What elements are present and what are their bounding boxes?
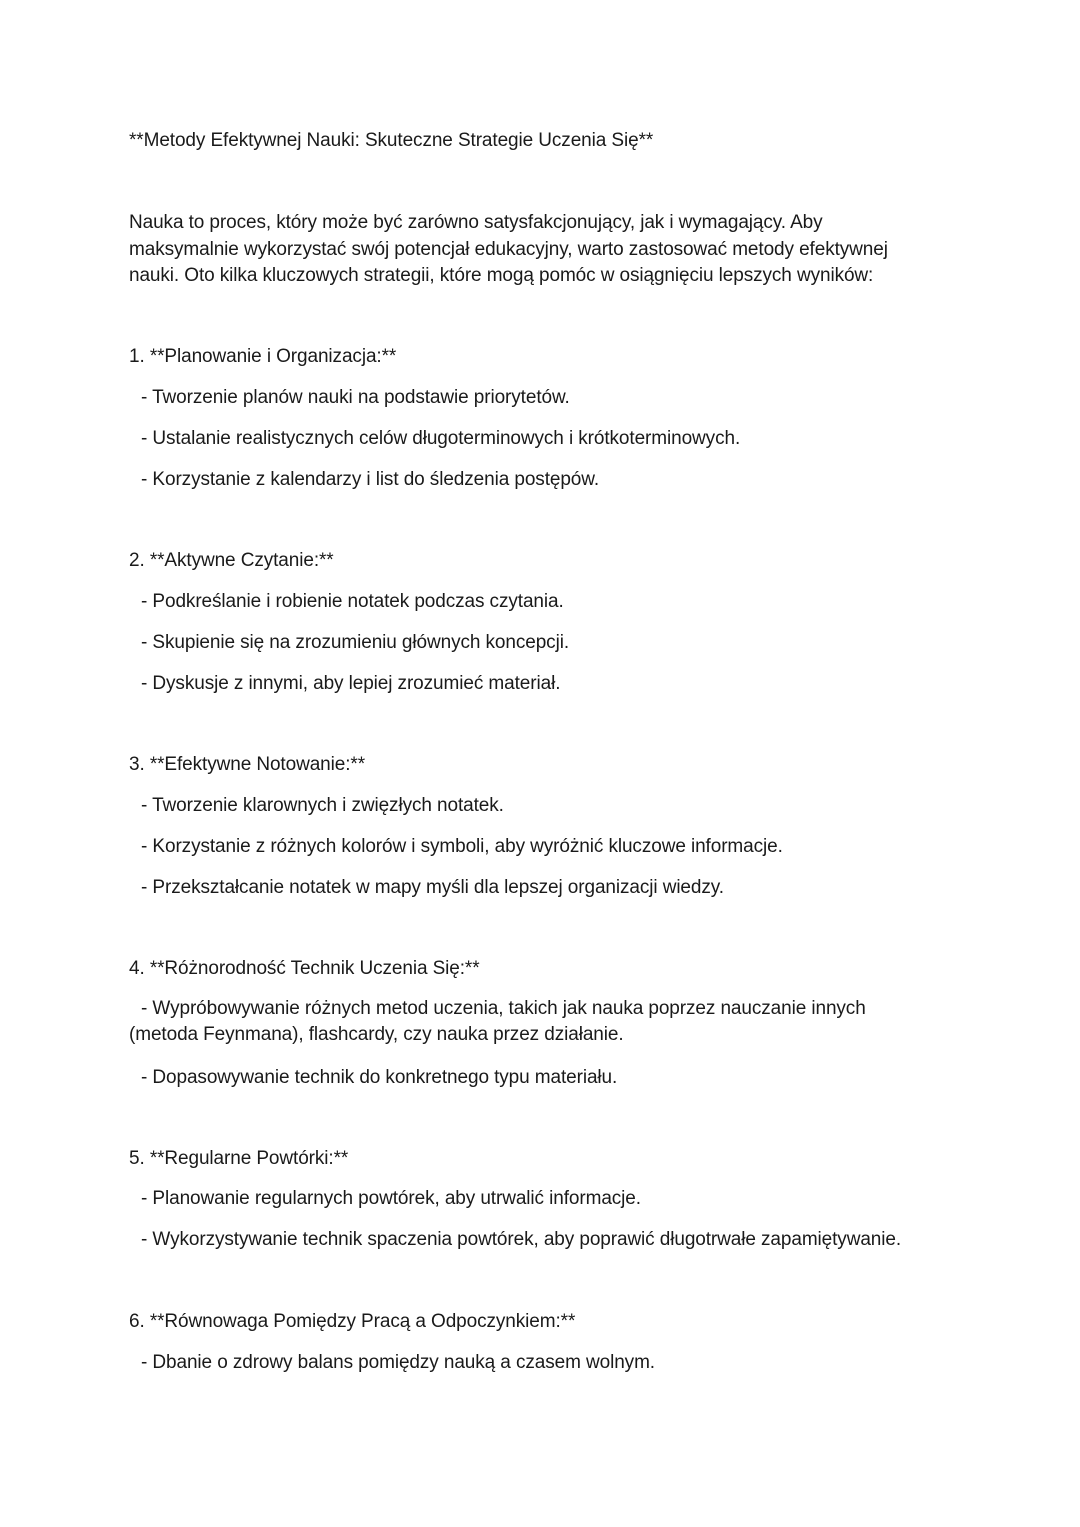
section-heading-6: 6. **Równowaga Pomiędzy Pracą a Odpoczynkiem:** xyxy=(129,1311,576,1332)
bullet-text: - Skupienie się na zrozumieniu głównych koncepcji. xyxy=(141,632,570,653)
bullet-item xyxy=(129,876,724,900)
bullet-item xyxy=(129,590,564,614)
bullet-item xyxy=(129,835,783,859)
bullet-text: - Wypróbowywanie różnych metod uczenia, takich jak nauka poprzez nauczanie innych (metoda Feynmana), flashcardy, czy nauka przez działanie. xyxy=(129,998,866,1045)
bullet-item xyxy=(129,468,599,492)
bullet-text: - Korzystanie z kalendarzy i list do śledzenia postępów. xyxy=(141,469,600,490)
bullet-item xyxy=(129,1351,655,1375)
bullet-text: - Dyskusje z innymi, aby lepiej zrozumieć materiał. xyxy=(141,673,561,694)
bullet-item xyxy=(129,794,504,818)
bullet-text: - Przekształcanie notatek w mapy myśli dla lepszej organizacji wiedzy. xyxy=(141,877,724,898)
bullet-item xyxy=(129,631,569,655)
bullet-item xyxy=(129,427,740,451)
section-heading-3: 3. **Efektywne Notowanie:** xyxy=(129,754,365,775)
section-heading-4: 4. **Różnorodność Technik Uczenia Się:** xyxy=(129,958,480,979)
bullet-text: - Tworzenie planów nauki na podstawie priorytetów. xyxy=(141,387,570,408)
section-heading-1: 1. **Planowanie i Organizacja:** xyxy=(129,346,397,367)
document-title: **Metody Efektywnej Nauki: Skuteczne Strategie Uczenia Się** xyxy=(129,130,654,151)
bullet-text: - Dopasowywanie technik do konkretnego typu materiału. xyxy=(141,1067,618,1088)
section-heading-2: 2. **Aktywne Czytanie:** xyxy=(129,550,334,571)
bullet-text: - Planowanie regularnych powtórek, aby utrwalić informacje. xyxy=(141,1188,641,1209)
bullet-item xyxy=(129,1228,901,1252)
bullet-item xyxy=(129,1066,617,1090)
bullet-item xyxy=(129,996,929,1048)
section-heading-5: 5. **Regularne Powtórki:** xyxy=(129,1148,349,1169)
bullet-text: - Ustalanie realistycznych celów długoterminowych i krótkoterminowych. xyxy=(141,428,741,449)
bullet-text: - Wykorzystywanie technik spaczenia powtórek, aby poprawić długotrwałe zapamiętywanie. xyxy=(141,1229,902,1250)
bullet-text: - Tworzenie klarownych i zwięzłych notatek. xyxy=(141,795,504,816)
intro-paragraph: Nauka to proces, który może być zarówno satysfakcjonujący, jak i wymagający. Aby maksymalnie wykorzystać swój potencjał edukacyjny, warto zastosować metody efektywnej nauki. Oto kilka kluczowych strategii, które mogą pomóc w osiągnięciu lepszych wyników: xyxy=(129,212,888,286)
bullet-text: - Dbanie o zdrowy balans pomiędzy nauką a czasem wolnym. xyxy=(141,1352,655,1373)
bullet-item xyxy=(129,672,560,696)
bullet-text: - Korzystanie z różnych kolorów i symboli, aby wyróżnić kluczowe informacje. xyxy=(141,836,783,857)
bullet-item xyxy=(129,386,570,410)
bullet-item xyxy=(129,1187,641,1211)
bullet-text: - Podkreślanie i robienie notatek podczas czytania. xyxy=(141,591,564,612)
